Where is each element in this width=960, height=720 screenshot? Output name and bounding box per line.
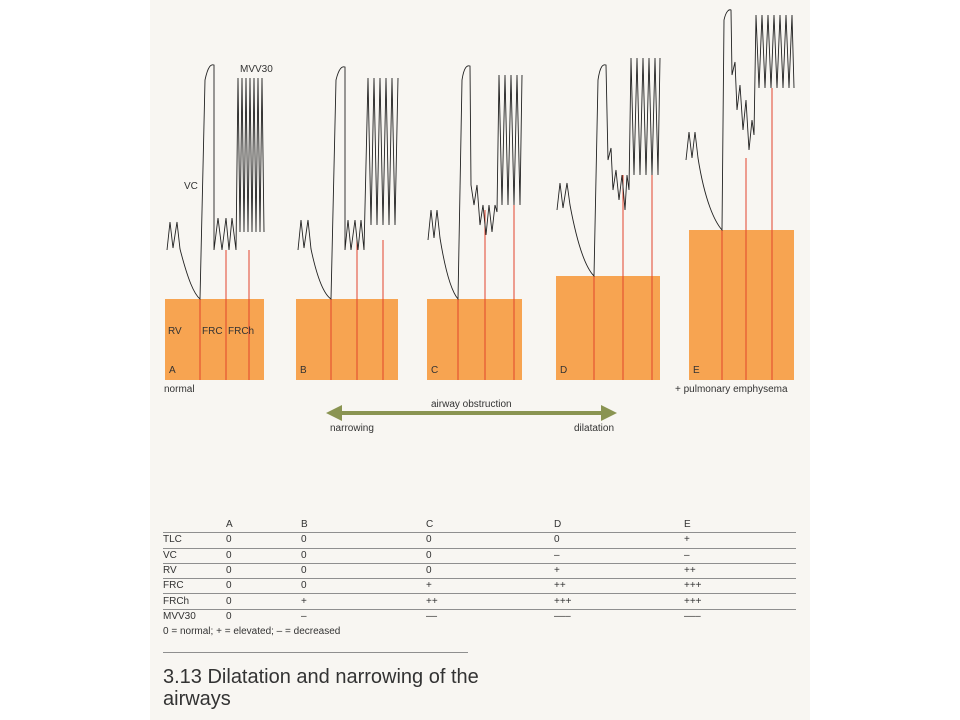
- table-cell: +++: [554, 594, 684, 609]
- table-row: [163, 594, 796, 609]
- table-row-label: RV: [163, 563, 226, 578]
- divider: [163, 652, 468, 653]
- panel-a-letter: A: [169, 365, 176, 376]
- arrow-right-label: dilatation: [574, 423, 615, 434]
- table-cell: +++: [684, 579, 796, 594]
- arrow-title: airway obstruction: [431, 399, 512, 410]
- table-cell: +: [554, 563, 684, 578]
- panel-d-box: [556, 276, 660, 380]
- table-cell: ––: [426, 609, 554, 624]
- mvv30-label: MVV30: [240, 64, 273, 75]
- table-cell: 0: [226, 609, 301, 624]
- table-legend: 0 = normal; + = elevated; – = decreased: [163, 626, 341, 637]
- table-header-cell: E: [684, 518, 796, 533]
- panel-c-letter: C: [431, 365, 439, 376]
- table-header-cell: D: [554, 518, 684, 533]
- panel-e-letter: E: [693, 365, 700, 376]
- table-row-label: TLC: [163, 533, 226, 548]
- table-cell: 0: [301, 548, 426, 563]
- table-cell: +: [426, 579, 554, 594]
- table-cell: 0: [226, 579, 301, 594]
- table-row: [163, 563, 796, 578]
- table-cell: 0: [301, 533, 426, 548]
- table-cell: 0: [301, 579, 426, 594]
- table-cell: 0: [426, 533, 554, 548]
- table-cell: 0: [226, 548, 301, 563]
- table-cell: –––: [554, 609, 684, 624]
- figure-title: 3.13 Dilatation and narrowing of the airways: [163, 666, 479, 710]
- table-header-row: [163, 518, 796, 533]
- table-header-cell: A: [226, 518, 301, 533]
- table-cell: ++: [684, 563, 796, 578]
- table-cell: 0: [426, 563, 554, 578]
- table-row-label: MVV30: [163, 609, 226, 624]
- table-cell: ++: [554, 579, 684, 594]
- panel-e-box: [689, 230, 794, 380]
- rv-label: RV: [168, 326, 182, 337]
- table-row-label: VC: [163, 548, 226, 563]
- table-cell: +: [684, 533, 796, 548]
- table-header-cell: [163, 518, 226, 533]
- table-cell: –––: [684, 609, 796, 624]
- vc-label: VC: [184, 181, 198, 192]
- table-row-label: FRC: [163, 579, 226, 594]
- panel-d-trace: [557, 58, 660, 276]
- table-cell: +++: [684, 594, 796, 609]
- arrow-left-label: narrowing: [330, 423, 374, 434]
- table-row-label: FRCh: [163, 594, 226, 609]
- table-header-cell: B: [301, 518, 426, 533]
- table-row: [163, 579, 796, 594]
- table-cell: 0: [226, 533, 301, 548]
- frch-label: FRCh: [228, 326, 255, 337]
- table-row: [163, 609, 796, 624]
- table-cell: 0: [554, 533, 684, 548]
- panel-d-letter: D: [560, 365, 568, 376]
- table-cell: 0: [226, 563, 301, 578]
- table-row: [163, 533, 796, 548]
- panel-e-caption: + pulmonary emphysema: [675, 384, 788, 395]
- panel-a-caption: normal: [164, 384, 195, 395]
- panel-e-trace: [686, 10, 794, 230]
- table-cell: –: [301, 609, 426, 624]
- table-cell: 0: [301, 563, 426, 578]
- table-cell: +: [301, 594, 426, 609]
- panel-c-trace: [428, 66, 522, 299]
- table-row: [163, 548, 796, 563]
- table-cell: –: [684, 548, 796, 563]
- comparison-table: [163, 518, 796, 624]
- table-cell: 0: [426, 548, 554, 563]
- table-header-cell: C: [426, 518, 554, 533]
- frc-label: FRC: [202, 326, 223, 337]
- table-cell: 0: [226, 594, 301, 609]
- panel-b-letter: B: [300, 365, 307, 376]
- table-cell: –: [554, 548, 684, 563]
- table-cell: ++: [426, 594, 554, 609]
- panel-c-box: [427, 299, 522, 380]
